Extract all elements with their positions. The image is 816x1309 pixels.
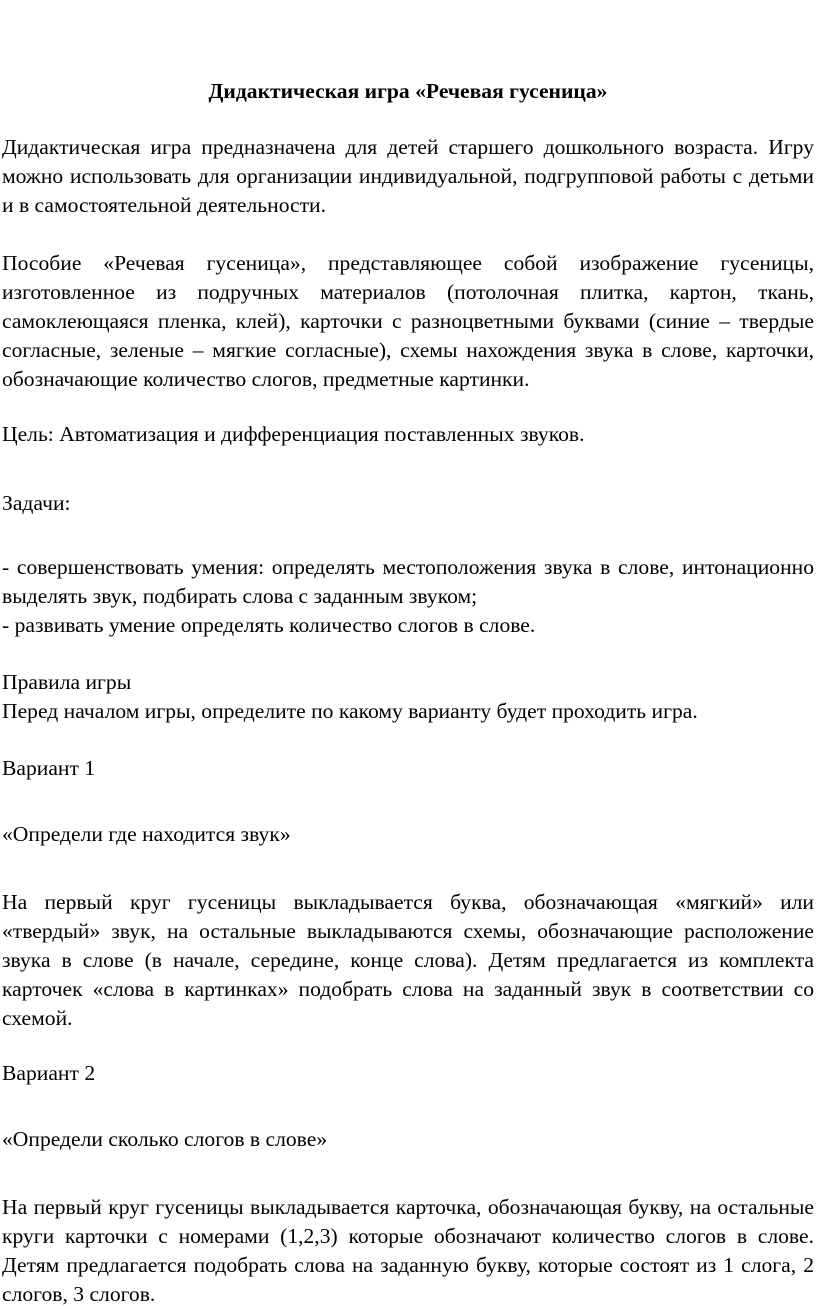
variant-2-name: «Определи сколько слогов в слове» (2, 1127, 328, 1151)
variant-1-paragraph: На первый круг гусеницы выкладывается буква, обозначающая «мягкий» или «твердый» звук, на остальные выкладываются схемы, обозначающие расположение звука в слове (в начале, середине, конце слова). Детям предлагается из комплекта карточек «слова в картинках» подобрать слова на заданный звук в соответствии со схемой. (2, 890, 814, 1030)
rules-heading: Правила игры (2, 670, 132, 694)
goal-paragraph: Цель: Автоматизация и дифференциация поставленных звуков. (2, 422, 585, 446)
variant-1-name: «Определи где находится звук» (2, 822, 291, 846)
rules-paragraph: Перед началом игры, определите по какому варианту будет проходить игра. (2, 699, 698, 723)
document-content (2, 77, 814, 1309)
variant-1-heading: Вариант 1 (2, 756, 96, 780)
task-item-2: - развивать умение определять количество слогов в слове. (2, 613, 536, 637)
variant-2-paragraph: На первый круг гусеницы выкладывается карточка, обозначающая букву, на остальные круги карточки с номерами (1,2,3) которые обозначают количество слогов в слове. Детям предлагается подобрать слова на заданную букву, которые состоят из 1 слога, 2 слогов, 3 слогов. (2, 1195, 814, 1306)
tasks-heading: Задачи: (2, 491, 71, 515)
intro-paragraph: Дидактическая игра предназначена для детей старшего дошкольного возраста. Игру можно использовать для организации индивидуальной, подгрупповой работы с детьми и в самостоятельной деятельности. (2, 135, 814, 217)
task-item-1: - совершенствовать умения: определять местоположения звука в слове, интонационно выделять звук, подбирать слова с заданным звуком; (2, 555, 814, 608)
variant-2-heading: Вариант 2 (2, 1061, 96, 1085)
document-title: Дидактическая игра «Речевая гусеница» (208, 79, 608, 103)
materials-paragraph: Пособие «Речевая гусеница», представляющее собой изображение гусеницы, изготовленное из подручных материалов (потолочная плитка, картон, ткань, самоклеющаяся пленка, клей), карточки с разноцветными буквами (синие – твердые согласные, зеленые – мягкие согласные), схемы нахождения звука в слове, карточки, обозначающие количество слогов, предметные картинки. (2, 251, 814, 391)
